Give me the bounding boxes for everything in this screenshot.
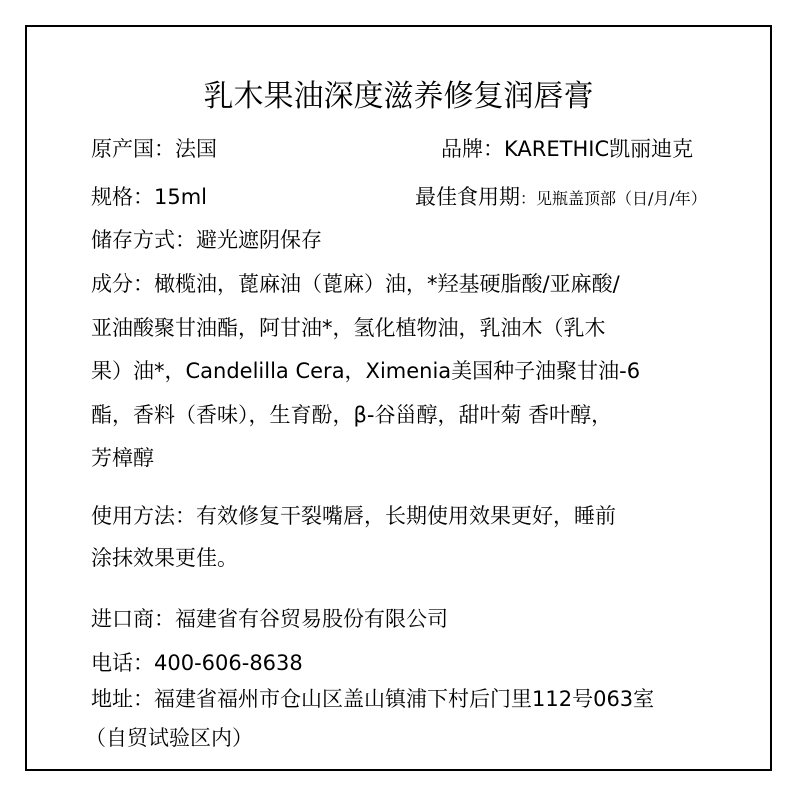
ingredients-line: 果）油*，Candelilla Cera，Ximenia美国种子油聚甘油-6 bbox=[91, 359, 641, 383]
brand-value: KARETHIC凯丽迪克 bbox=[504, 137, 694, 161]
best-before-label: 最佳食用期 bbox=[415, 185, 520, 209]
importer-value: 福建省有谷贸易股份有限公司 bbox=[175, 607, 448, 631]
spec-row bbox=[91, 183, 207, 211]
phone-row bbox=[91, 649, 303, 677]
brand-row bbox=[441, 135, 693, 163]
product-title: 乳木果油深度滋养修复润唇膏 bbox=[203, 79, 594, 114]
ingredients-line: 酯，香料（香味），生育酚，β-谷甾醇，甜叶菊 香叶醇， bbox=[91, 403, 613, 427]
storage-value: 避光遮阴保存 bbox=[196, 228, 322, 252]
phone-label: 电话： bbox=[91, 651, 154, 675]
storage-label: 储存方式： bbox=[91, 228, 196, 252]
spec-label: 规格： bbox=[91, 185, 154, 209]
spec-value: 15ml bbox=[154, 185, 208, 209]
origin-label: 原产国： bbox=[91, 137, 175, 161]
origin-value: 法国 bbox=[175, 137, 217, 161]
ingredients-line: 亚油酸聚甘油酯，阿甘油*，氢化植物油，乳油木（乳木 bbox=[91, 316, 606, 340]
importer-row bbox=[91, 605, 448, 633]
ingredients-line: 芳樟醇 bbox=[91, 446, 154, 470]
address-line: （自贸试验区内） bbox=[85, 726, 253, 750]
usage-line: 涂抹效果更佳。 bbox=[91, 546, 238, 570]
best-before-value: ：见瓶盖顶部（日/月/年） bbox=[520, 189, 707, 208]
importer-label: 进口商： bbox=[91, 607, 175, 631]
usage-line: 使用方法：有效修复干裂嘴唇，长期使用效果更好，睡前 bbox=[91, 504, 616, 528]
brand-label: 品牌： bbox=[441, 137, 504, 161]
best-before-row bbox=[415, 183, 707, 213]
product-label-card bbox=[25, 25, 772, 771]
storage-row bbox=[91, 226, 322, 254]
address-line: 地址：福建省福州市仓山区盖山镇浦下村后门里112号063室 bbox=[91, 687, 655, 711]
origin-row bbox=[91, 135, 217, 163]
phone-value: 400-606-8638 bbox=[154, 651, 303, 675]
ingredients-line: 成分：橄榄油，蓖麻油（蓖麻）油，*羟基硬脂酸/亚麻酸/ bbox=[91, 272, 620, 296]
